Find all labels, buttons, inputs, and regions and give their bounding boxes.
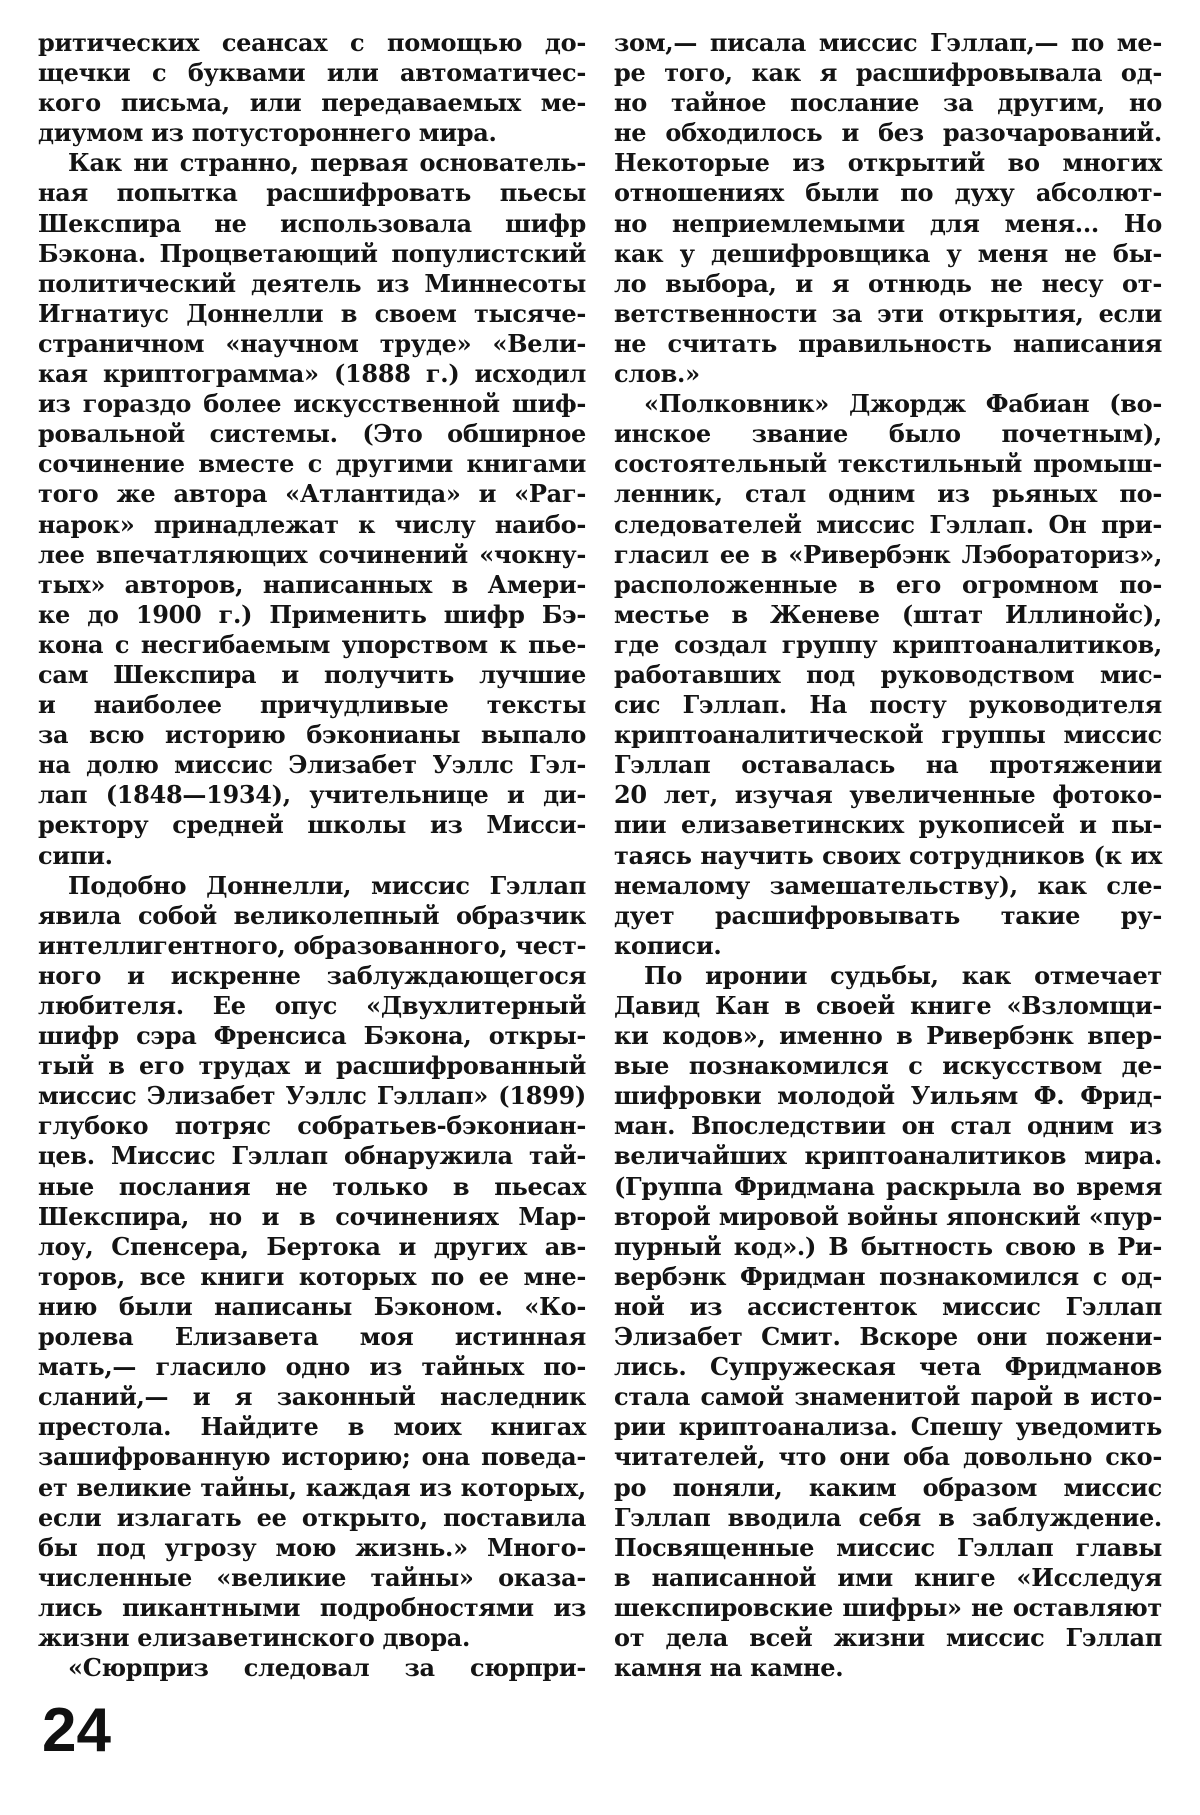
- text-line: жизни елизаветинского двора.: [38, 1622, 471, 1652]
- text-line: пии елизаветинских рукописей и пы-: [614, 810, 1162, 840]
- text-line: зашифрованную историю; она поведа-: [38, 1442, 586, 1472]
- text-line: кого письма, или передаваемых ме-: [38, 88, 586, 118]
- text-line: в написанной ими книге «Исследуя: [614, 1562, 1162, 1592]
- text-line: ной из ассистенток миссис Гэллап: [614, 1291, 1162, 1321]
- text-line: ветственности за эти открытия, если: [614, 298, 1162, 328]
- text-line: Подобно Доннелли, миссис Гэллап: [68, 870, 586, 900]
- text-line: из гораздо более искусственной шиф-: [38, 389, 586, 419]
- text-line: (Группа Фридмана раскрыла во время: [614, 1171, 1162, 1201]
- text-column-right: [614, 28, 1162, 1683]
- text-line: Бэкона. Процветающий популистский: [38, 238, 586, 268]
- text-line: лее впечатляющих сочинений «чокну-: [38, 539, 586, 569]
- text-line: сипи.: [38, 840, 113, 870]
- text-line: глубоко потряс собратьев-бэкониан-: [38, 1111, 586, 1141]
- text-line: тый в его трудах и расшифрованный: [38, 1051, 586, 1081]
- text-line: ровальной системы. (Это обширное: [38, 419, 586, 449]
- text-line: не обходилось и без разочарований.: [614, 118, 1162, 148]
- text-line: любителя. Ее опус «Двухлитерный: [38, 991, 586, 1020]
- text-line: престола. Найдите в моих книгах: [38, 1412, 586, 1442]
- text-line: По иронии судьбы, как отмечает: [644, 960, 1162, 990]
- text-line: явила собой великолепный образчик: [38, 900, 586, 930]
- text-line: немалому замешательству), как сле-: [614, 870, 1162, 900]
- text-line: ро поняли, каким образом миссис: [614, 1472, 1162, 1502]
- text-line: Как ни странно, первая основатель-: [68, 148, 586, 178]
- text-line: нию были написаны Бэконом. «Ко-: [38, 1291, 586, 1321]
- text-line: ман. Впоследствии он стал одним из: [614, 1111, 1162, 1141]
- text-line: кописи.: [614, 930, 722, 960]
- text-line: стала самой знаменитой парой в исто-: [614, 1382, 1162, 1412]
- text-line: камня на камне.: [614, 1653, 844, 1683]
- text-line: но неприемлемыми для меня... Но: [614, 208, 1162, 238]
- text-line: численные «великие тайны» оказа-: [38, 1562, 586, 1592]
- text-line: величайших криптоаналитиков мира.: [614, 1141, 1162, 1171]
- text-line: читателей, что они оба довольно ско-: [614, 1442, 1162, 1472]
- text-line: не считать правильность написания: [614, 328, 1162, 358]
- text-line: рии криптоанализа. Спешу уведомить: [614, 1412, 1162, 1442]
- paragraph: [38, 28, 586, 148]
- text-line: цев. Миссис Гэллап обнаружила тай-: [38, 1141, 586, 1171]
- text-line: пурный код».) В бытность свою в Ри-: [614, 1231, 1162, 1261]
- text-line: за всю историю бэконианы выпало: [38, 720, 586, 750]
- text-line: миссис Элизабет Уэллс Гэллап» (1899): [38, 1081, 586, 1111]
- text-line: второй мировой войны японский «пур-: [614, 1201, 1162, 1231]
- text-line: на долю миссис Элизабет Уэллс Гэл-: [38, 750, 586, 780]
- text-line: состоятельный текстильный промыш-: [614, 449, 1162, 479]
- text-line: ная попытка расшифровать пьесы: [38, 178, 586, 208]
- text-line: ные послания не только в пьесах: [38, 1171, 586, 1201]
- text-line: слов.»: [614, 359, 700, 389]
- text-line: следователей миссис Гэллап. Он при-: [614, 509, 1162, 539]
- text-line: криптоаналитической группы миссис: [614, 720, 1162, 750]
- text-line: щечки с буквами или автоматичес-: [38, 58, 586, 88]
- text-line: Элизабет Смит. Вскоре они пожени-: [614, 1322, 1162, 1352]
- text-line: Посвященные миссис Гэллап главы: [614, 1532, 1162, 1562]
- text-line: кая криптограмма» (1888 г.) исходил: [38, 359, 586, 389]
- text-line: кона с несгибаемым упорством к пье-: [38, 629, 586, 659]
- paragraph: [614, 28, 1162, 389]
- text-line: Некоторые из открытий во многих: [614, 148, 1162, 178]
- paragraph: [38, 871, 586, 1653]
- text-line: инское звание было почетным),: [614, 419, 1162, 449]
- text-line: 20 лет, изучая увеличенные фотоко-: [614, 780, 1162, 810]
- text-line: гласил ее в «Ривербэнк Лэбораториз»,: [614, 539, 1162, 569]
- text-line: «Полковник» Джордж Фабиан (во-: [644, 389, 1162, 419]
- text-line: лись пикантными подробностями из: [38, 1592, 586, 1622]
- text-line: ленник, стал одним из рьяных по-: [614, 479, 1162, 509]
- text-line: местье в Женеве (штат Иллинойс),: [614, 599, 1162, 629]
- text-line: политический деятель из Миннесоты: [38, 268, 586, 298]
- text-line: «Сюрприз следовал за сюрпри-: [68, 1653, 586, 1683]
- text-line: тых» авторов, написанных в Амери-: [38, 569, 586, 599]
- text-line: расположенные в его огромном по-: [614, 569, 1162, 599]
- text-line: Гэллап оставалась на протяжении: [614, 750, 1162, 780]
- text-line: того же автора «Атлантида» и «Раг-: [38, 479, 586, 509]
- text-line: мать,— гласило одно из тайных по-: [38, 1352, 586, 1382]
- paragraph: [614, 389, 1162, 961]
- text-line: где создал группу криптоаналитиков,: [614, 629, 1162, 659]
- text-line: лап (1848—1934), учительнице и ди-: [38, 780, 586, 810]
- text-line: ке до 1900 г.) Применить шифр Бэ-: [38, 599, 586, 629]
- text-line: интеллигентного, образованного, чест-: [38, 930, 587, 960]
- text-line: но тайное послание за другим, но: [614, 88, 1162, 118]
- text-line: как у дешифровщика у меня не бы-: [614, 238, 1162, 268]
- text-line: шифровки молодой Уильям Ф. Фрид-: [614, 1081, 1162, 1111]
- text-line: сочинение вместе с другими книгами: [38, 449, 586, 479]
- text-line: сис Гэллап. На посту руководителя: [614, 690, 1162, 720]
- text-line: ки кодов», именно в Ривербэнк впер-: [614, 1021, 1162, 1051]
- text-line: шифр сэра Френсиса Бэкона, откры-: [38, 1021, 586, 1051]
- text-line: шекспировские шифры» не оставляют: [614, 1592, 1162, 1622]
- text-line: таясь научить своих сотрудников (к их: [614, 840, 1162, 870]
- text-line: ректору средней школы из Мисси-: [38, 810, 586, 840]
- paragraph: [38, 1653, 586, 1683]
- text-line: страничном «научном труде» «Вели-: [38, 328, 586, 358]
- text-line: Гэллап вводила себя в заблуждение.: [614, 1502, 1162, 1532]
- text-line: ритических сеансах с помощью до-: [38, 28, 586, 57]
- paragraph: [38, 148, 586, 870]
- text-line: ло выбора, и я отнюдь не несу от-: [614, 268, 1162, 298]
- text-line: Шекспира, но и в сочинениях Мар-: [38, 1201, 586, 1231]
- text-line: вербэнк Фридман познакомился с од-: [614, 1261, 1162, 1291]
- text-line: если излагать ее открыто, поставила: [38, 1502, 586, 1532]
- text-line: ет великие тайны, каждая из которых,: [38, 1472, 586, 1502]
- page-number: 24: [42, 1696, 111, 1765]
- text-line: диумом из потустороннего мира.: [38, 118, 497, 148]
- text-line: лоу, Спенсера, Бертока и других ав-: [38, 1231, 586, 1261]
- text-line: ного и искренне заблуждающегося: [38, 960, 586, 990]
- text-line: вые познакомился с искусством де-: [614, 1051, 1162, 1081]
- text-line: зом,— писала миссис Гэллап,— по ме-: [614, 28, 1162, 57]
- text-line: ре того, как я расшифровывала од-: [614, 58, 1162, 88]
- text-line: бы под угрозу мою жизнь.» Много-: [38, 1532, 586, 1562]
- text-line: лись. Супружеская чета Фридманов: [614, 1352, 1162, 1382]
- text-line: ролева Елизавета моя истинная: [38, 1322, 586, 1352]
- text-line: и наиболее причудливые тексты: [38, 690, 586, 720]
- text-line: торов, все книги которых по ее мне-: [38, 1261, 586, 1291]
- paragraph: [614, 961, 1162, 1683]
- text-line: дует расшифровывать такие ру-: [614, 900, 1162, 930]
- text-line: Игнатиус Доннелли в своем тысяче-: [38, 298, 586, 328]
- text-line: нарок» принадлежат к числу наибо-: [38, 509, 586, 539]
- text-line: отношениях были по духу абсолют-: [614, 178, 1162, 208]
- text-column-left: [38, 28, 586, 1683]
- text-line: сланий,— и я законный наследник: [38, 1382, 586, 1412]
- text-line: Шекспира не использовала шифр: [38, 208, 586, 238]
- text-line: Давид Кан в своей книге «Взломщи-: [614, 991, 1162, 1020]
- text-line: сам Шекспира и получить лучшие: [38, 659, 586, 689]
- text-line: от дела всей жизни миссис Гэллап: [614, 1622, 1162, 1652]
- text-line: работавших под руководством мис-: [614, 659, 1162, 689]
